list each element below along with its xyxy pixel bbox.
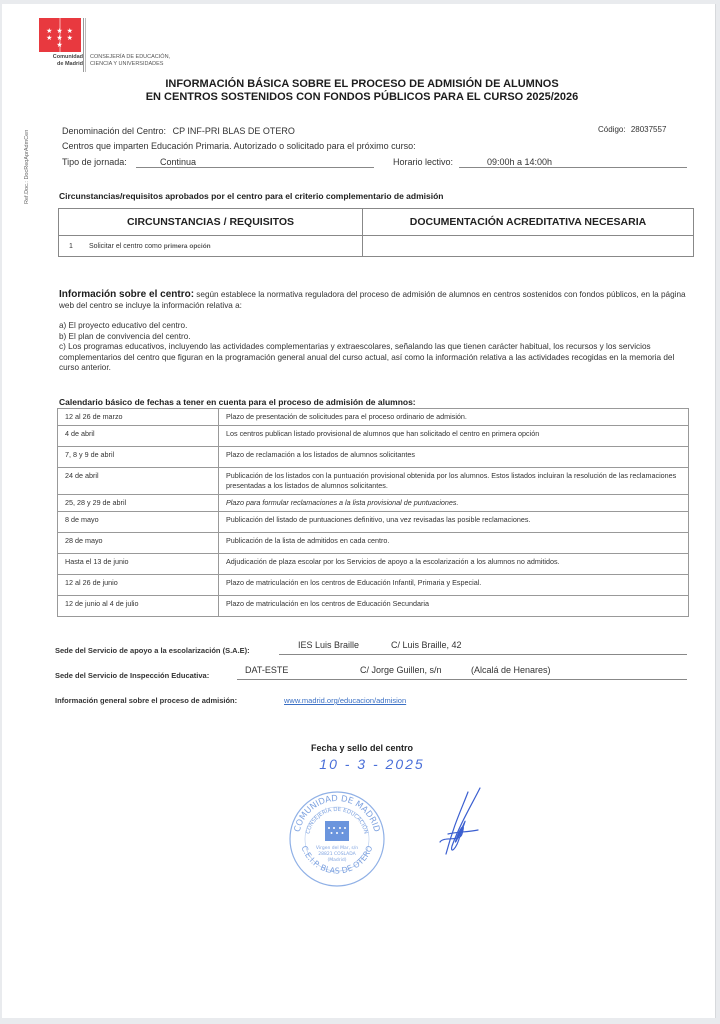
admision-link[interactable]: www.madrid.org/educacion/admision [284, 696, 407, 705]
signature-icon [432, 784, 492, 864]
col-header-circunstancias: CIRCUNSTANCIAS / REQUISITOS [59, 209, 363, 236]
table-row [58, 426, 689, 447]
table-row [58, 447, 689, 468]
ensenanza-text: Centros que imparten Educación Primaria. Autorizado o solicitado para el próximo curso: [62, 141, 416, 151]
date-cell: 12 al 26 de junio [58, 575, 219, 596]
requisitos-table [58, 208, 694, 257]
fecha-value: 10 - 3 - 2025 [319, 756, 425, 772]
denominacion-value: CP INF-PRI BLAS DE OTERO [172, 126, 295, 136]
svg-text:C.E.I.P. BLAS DE OTERO: C.E.I.P. BLAS DE OTERO [299, 844, 375, 876]
school-stamp [287, 789, 387, 889]
sae-label: Sede del Servicio de apoyo a la escolarización (S.A.E): [55, 646, 250, 655]
date-cell: 7, 8 y 9 de abril [58, 447, 219, 468]
horario-label: Horario lectivo: [393, 157, 454, 167]
inspeccion-address: C/ Jorge Guillen, s/n [360, 665, 442, 675]
comunidad-madrid-logo [39, 18, 81, 52]
horario-value: 09:00h a 14:00h [459, 157, 687, 168]
svg-text:(Madrid): (Madrid) [327, 858, 347, 863]
date-cell: 12 de junio al 4 de julio [58, 596, 219, 617]
jornada-value: Continua [136, 157, 374, 168]
inspeccion-underline [237, 667, 687, 680]
desc-cell: Plazo de matriculación en los centros de Educación Secundaria [219, 596, 689, 617]
informacion-lead: Información sobre el centro: [59, 289, 195, 300]
stamp-icon [287, 789, 387, 889]
signature [432, 784, 492, 864]
requisito-cell: 1 Solicitar el centro como primera opción [59, 236, 363, 257]
desc-cell: Plazo de reclamación a los listados de alumnos solicitantes [219, 447, 689, 468]
calendario-title: Calendario básico de fechas a tener en cuenta para el proceso de admisión de alumnos: [59, 397, 416, 407]
calendario-table [57, 408, 689, 617]
date-cell: 28 de mayo [58, 533, 219, 554]
logo-divider [85, 18, 86, 72]
table-row [58, 554, 689, 575]
date-cell: Hasta el 13 de junio [58, 554, 219, 575]
date-cell: 24 de abril [58, 468, 219, 495]
jornada-label: Tipo de jornada: [62, 157, 127, 167]
fecha-label: Fecha y sello del centro [310, 743, 414, 753]
info-item-b: b) El plan de convivencia del centro. [59, 331, 191, 341]
table-row [58, 533, 689, 554]
desc-cell: Plazo para formular reclamaciones a la lista provisional de puntuaciones. [219, 495, 689, 512]
denominacion-field: Denominación del Centro: CP INF-PRI BLAS DE OTERO [62, 126, 295, 136]
table-row [58, 409, 689, 426]
date-cell: 8 de mayo [58, 512, 219, 533]
requisitos-title: Circunstancias/requisitos aprobados por el centro para el criterio complementario de admisión [59, 191, 444, 201]
consejeria-label: CONSEJERÍA DE EDUCACIÓN, CIENCIA Y UNIVERSIDADES [90, 54, 171, 67]
desc-cell: Publicación de la lista de admitidos en cada centro. [219, 533, 689, 554]
desc-cell: Plazo de presentación de solicitudes para el proceso ordinario de admisión. [219, 409, 689, 426]
desc-cell: Adjudicación de plaza escolar por los Servicios de apoyo a la escolarización a los alumnos no admitidos. [219, 554, 689, 575]
stars-icon: ★ ★ ★ ★ ★ ★ ★ [46, 28, 74, 49]
date-cell: 12 al 26 de marzo [58, 409, 219, 426]
info-general-label: Información general sobre el proceso de admisión: [55, 696, 238, 705]
document-title: INFORMACIÓN BÁSICA SOBRE EL PROCESO DE ADMISIÓN DE ALUMNOS EN CENTROS SOSTENIDOS CON FONDOS PÚBLICOS PARA EL CURSO 2025/2026 [145, 78, 579, 103]
svg-text:CONSEJERÍA DE EDUCACIÓN: CONSEJERÍA DE EDUCACIÓN [305, 806, 369, 835]
date-cell: 25, 28 y 29 de abril [58, 495, 219, 512]
table-row [59, 236, 694, 257]
col-header-documentacion: DOCUMENTACIÓN ACREDITATIVA NECESARIA [363, 209, 694, 236]
inspeccion-label: Sede del Servicio de Inspección Educativa: [55, 671, 210, 680]
table-row [58, 512, 689, 533]
inspeccion-name: DAT-ESTE [245, 665, 289, 675]
svg-text:Virgen del Mar, s/n: Virgen del Mar, s/n [315, 846, 359, 851]
informacion-centro: Información sobre el centro: según establece la normativa reguladora del proceso de admisión de alumnos en centros sostenidos con fondos públicos, en la página web del centro se incluye la información relativa a: a) El proyecto educativo del centro. b) El plan de convivencia del centro. c) Los programas educativos, incluyendo las actividades complementarias y extraescolares, señalando las que tienen carácter habitual, los recursos y los servicios complementarios del centro que figuran en la programación general anual del curso actual, así como la información relativa a las actividades recogidas en la memoria del curso anterior. [59, 290, 691, 374]
desc-cell: Los centros publican listado provisional de alumnos que han solicitado el centro en primera opción [219, 426, 689, 447]
logo-divider [83, 18, 84, 72]
table-row [58, 468, 689, 495]
document-page [2, 4, 716, 1018]
documentacion-cell [363, 236, 694, 257]
sae-address: C/ Luis Braille, 42 [391, 640, 462, 650]
desc-cell: Plazo de matriculación en los centros de Educación Infantil, Primaria y Especial. [219, 575, 689, 596]
sae-name: IES Luis Braille [298, 640, 360, 650]
ref-doc: Ref.Doc.: DocReqAprAdmCen [24, 129, 30, 204]
inspeccion-city: (Alcalá de Henares) [471, 665, 551, 675]
table-row [58, 575, 689, 596]
table-row [58, 495, 689, 512]
logo-name: Comunidad de Madrid [52, 54, 83, 67]
desc-cell: Publicación del listado de puntuaciones definitivo, una vez revisadas las posible reclamaciones. [219, 512, 689, 533]
svg-text:COMUNIDAD DE MADRID: COMUNIDAD DE MADRID [292, 793, 382, 834]
codigo-field: Código: 28037557 [598, 125, 667, 134]
info-item-a: a) El proyecto educativo del centro. [59, 321, 188, 330]
svg-text:28821 COSLADA: 28821 COSLADA [318, 852, 356, 857]
desc-cell: Publicación de los listados con la puntuación provisional obtenida por los alumnos. Estos listados incluiran la resolución de las reclamaciones presentadas a los listados de alumnos solicitantes. [219, 468, 689, 495]
date-cell: 4 de abril [58, 426, 219, 447]
codigo-value: 28037557 [630, 125, 667, 134]
table-row [58, 596, 689, 617]
info-item-c: c) Los programas educativos, incluyendo las actividades complementarias y extraescolares, señalando las que tienen carácter habitual, los recursos y los servicios complementarios del centro que figuran en la programación general anual del curso actual, así como la información relativa a las actividades recogidas en la memoria del curso anterior. [59, 342, 675, 372]
